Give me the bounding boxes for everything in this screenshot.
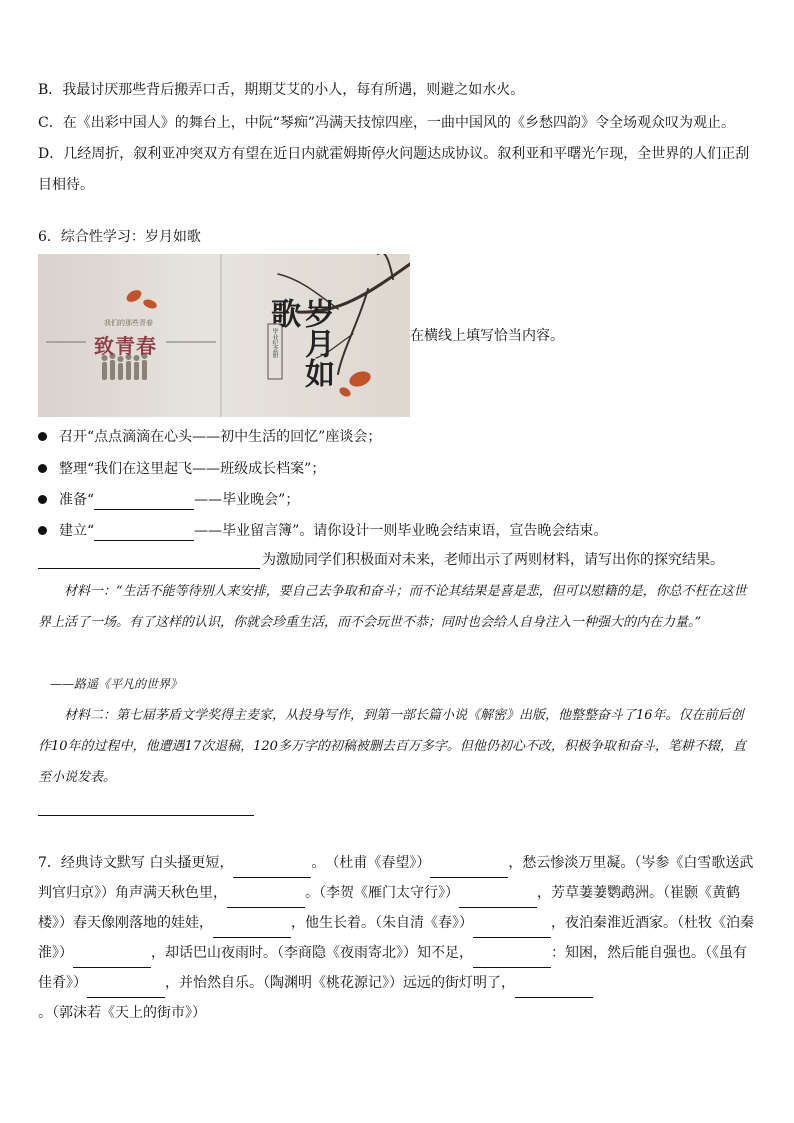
answer-line[interactable] [38, 568, 260, 569]
bullet-item: 建立“ ——毕业留言簿”。请你设计一则毕业晚会结束语，宣告晚会结束。 [38, 521, 607, 541]
banner-image [38, 254, 410, 417]
answer-blank[interactable] [515, 981, 593, 998]
banner-left-small: 我们的那些青春 [104, 319, 153, 327]
banner-left-big: 致青春 [94, 334, 157, 358]
answer-blank[interactable] [73, 951, 151, 968]
answer-blank[interactable] [233, 861, 311, 878]
bullet-item: 准备“ ——毕业晚会”； [38, 490, 299, 510]
bullet-item: 整理“我们在这里起飞——班级成长档案”； [38, 459, 325, 479]
bullet-dot-icon [38, 464, 47, 473]
banner-right-small: 毕业纪念册 [271, 328, 278, 358]
material-two: 材料二：第七届茅盾文学奖得主麦家，从投身写作，到第一部长篇小说《解密》出版，他整整奋斗了16年。仅在前后创作10年的过程中，他遭遇17次退稿，120多万字的初稿被删去百万多字。但他仍初心不改，积极争取和奋斗，笔耕不辍，直至小说发表。 [38, 708, 746, 785]
option-d: D．几经周折，叙利亚冲突双方有望在近日内就霍姆斯停火问题达成协议。叙利亚和平曙光乍现，全世界的人们正刮目相待。 [38, 146, 750, 193]
answer-blank[interactable] [94, 493, 194, 510]
answer-line[interactable] [38, 815, 254, 816]
answer-blank[interactable] [87, 981, 165, 998]
bullet-dot-icon [38, 495, 47, 504]
bullet-dot-icon [38, 432, 47, 441]
answer-blank[interactable] [430, 861, 508, 878]
q6-heading: 6．综合性学习：岁月如歌 [38, 229, 201, 245]
material-one-source: ——路遥《平凡的世界》 [50, 677, 183, 691]
answer-blank[interactable] [94, 524, 194, 541]
q6-instruction: 在横线上填写恰当内容。 [410, 328, 564, 344]
banner-right-big: 岁月如歌 [265, 298, 334, 388]
answer-blank[interactable] [213, 921, 291, 938]
answer-blank[interactable] [227, 891, 305, 908]
answer-blank[interactable] [473, 921, 551, 938]
bullet-dot-icon [38, 526, 47, 535]
option-c: C．在《出彩中国人》的舞台上，中阮“琴痴”冯满天技惊四座，一曲中国风的《乡愁四韵》令全场观众叹为观止。 [38, 115, 736, 131]
q6-prompt: 为激励同学们积极面对未来，老师出示了两则材料，请写出你的探究结果。 [262, 552, 724, 568]
material-one: 材料一：“生活不能等待别人来安排，要自己去争取和奋斗；而不论其结果是喜是悲，但可以慰籍的是，你总不枉在这世界上活了一场。有了这样的认识，你就会珍重生活，而不会玩世不恭；同时也会给人自身注入一种强大的内在力量。” [38, 584, 747, 630]
q7-paragraph: 7．经典诗文默写 白头搔更短， 。 （杜甫《春望》） ，愁云惨淡万里凝。（岑参《白雪歌送武判官归京》）角声满天秋色里， 。（李贺《雁门太守行》） ，芳草萋萋鹦鹉洲。（崔颢《黄鹤楼》）春天像刚落地的娃娃， ，他生长着。（朱自清《春》） ，夜泊秦淮近酒家。（杜牧《泊秦淮》） ，却话巴山夜雨时。（李商隐《夜雨寄北》）知不足， ：知困，然后能自强也。（《虽有佳肴》） ，并怡然自乐。（陶渊明《桃花源记》）远远的街灯明了，。（郭沫若《天上的街市》） [38, 855, 754, 1021]
option-b: B．我最讨厌那些背后搬弄口舌，期期艾艾的小人，每有所遇，则避之如水火。 [38, 82, 525, 98]
answer-blank[interactable] [473, 951, 551, 968]
answer-blank[interactable] [459, 891, 537, 908]
bullet-item: 召开“点点滴滴在心头——初中生活的回忆”座谈会； [38, 427, 381, 447]
